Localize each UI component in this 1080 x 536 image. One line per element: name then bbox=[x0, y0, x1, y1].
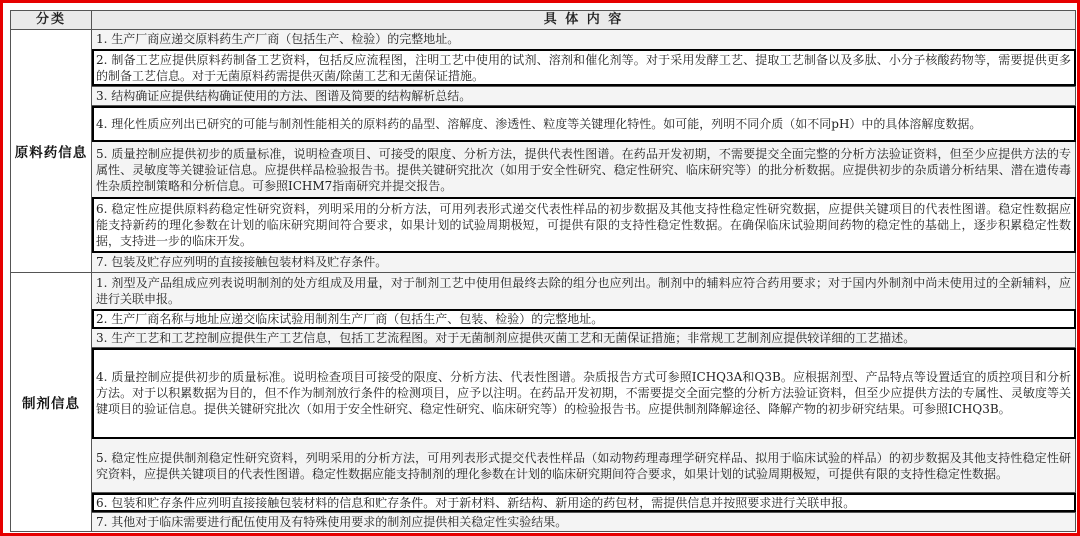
table-row bbox=[11, 142, 1076, 197]
formulation-item-5: 5. 稳定性应提供制剂稳定性研究资料，列明采用的分析方法，可用列表形式提交代表性样品（如动物药理毒理学研究样品、拟用于临床试验的样品）的初步数据及其他支持性稳定性研究资料，应提供关键项目的代表性图谱。稳定性数据应能支持制剂的理化参数在计划的临床研究期间符合要求，如果计划的试验周期极短，可提供有限的支持性稳定性数据。 bbox=[92, 439, 1076, 493]
formulation-item-6: 6. 包装和贮存条件应列明直接接触包装材料的信息和贮存条件。对于新材料、新结构、新用途的药包材，需提供信息并按照要求进行关联申报。 bbox=[92, 493, 1076, 512]
table-header-row bbox=[11, 11, 1076, 30]
table-row bbox=[11, 272, 1076, 309]
table-row bbox=[11, 309, 1076, 328]
table-row bbox=[11, 197, 1076, 252]
header-content: 具 体 内 容 bbox=[92, 11, 1076, 30]
table-row bbox=[11, 106, 1076, 142]
formulation-item-4: 4. 质量控制应提供初步的质量标准。说明检查项目可接受的限度、分析方法、代表性图谱。杂质报告方式可参照ICHQ3A和Q3B。应根据剂型、产品特点等设置适宜的质控项目和分析方法。对于以积累数据为目的，但不作为制剂放行条件的检测项目，应予以注明。在药品开发初期，不需要提交全面完整的分析方法验证资料，但至少应提供方法的专属性、灵敏度等关键项目的验证信息。提供关键研究批次（如用于安全性研究、稳定性研究、临床研究等）的检验报告书。应提供制剂降解途径、降解产物的初步研究结果。可参照ICHQ3B。 bbox=[92, 348, 1076, 439]
api-item-1: 1. 生产厂商应递交原料药生产厂商（包括生产、检验）的完整地址。 bbox=[92, 30, 1076, 49]
api-item-6: 6. 稳定性应提供原料药稳定性研究资料，列明采用的分析方法，可用列表形式递交代表性样品的初步数据及其他支持性稳定性研究数据，应提供关键项目的代表性图谱。稳定性数据应能支持新药的理化参数在计划的临床研究期间符合要求，如果计划的试验周期极短，可提供有限的支持性稳定性数据。在确保临床试验期间药物的稳定性的基础上，逐步积累稳定性数据，支持进一步的临床开发。 bbox=[92, 197, 1076, 252]
formulation-item-2: 2. 生产厂商名称与地址应递交临床试验用制剂生产厂商（包括生产、包装、检验）的完整地址。 bbox=[92, 309, 1076, 328]
table-row bbox=[11, 253, 1076, 272]
table-row bbox=[11, 439, 1076, 493]
formulation-item-7: 7. 其他对于临床需要进行配伍使用及有特殊使用要求的制剂应提供相关稳定性实验结果。 bbox=[92, 512, 1076, 531]
table-row bbox=[11, 49, 1076, 86]
requirements-table bbox=[10, 10, 1076, 532]
formulation-item-3: 3. 生产工艺和工艺控制应提供生产工艺信息，包括工艺流程图。对于无菌制剂应提供灭菌工艺和无菌保证措施；非常规工艺制剂应提供较详细的工艺描述。 bbox=[92, 329, 1076, 348]
table-row bbox=[11, 493, 1076, 512]
api-item-3: 3. 结构确证应提供结构确证使用的方法、图谱及简要的结构解析总结。 bbox=[92, 86, 1076, 105]
table-row bbox=[11, 348, 1076, 439]
section-formulation-label: 制剂信息 bbox=[11, 272, 92, 531]
formulation-item-1: 1. 剂型及产品组成应列表说明制剂的处方组成及用量，对于制剂工艺中使用但最终去除的组分也应列出。制剂中的辅料应符合药用要求；对于国内外制剂中尚未使用过的全新辅料，应进行关联申报。 bbox=[92, 272, 1076, 309]
api-item-2: 2. 制备工艺应提供原料药制备工艺资料，包括反应流程图，注明工艺中使用的试剂、溶剂和催化剂等。对于采用发酵工艺、提取工艺制备以及多肽、小分子核酸药物等，需要提供更多的制备工艺信息。对于无菌原料药需提供灭菌/除菌工艺和无菌保证措施。 bbox=[92, 49, 1076, 86]
api-item-7: 7. 包装及贮存应列明的直接接触包装材料及贮存条件。 bbox=[92, 253, 1076, 272]
table-row bbox=[11, 512, 1076, 531]
api-item-4: 4. 理化性质应列出已研究的可能与制剂性能相关的原料药的晶型、溶解度、渗透性、粒度等关键理化特性。如可能，列明不同介质（如不同pH）中的具体溶解度数据。 bbox=[92, 106, 1076, 142]
table-row bbox=[11, 329, 1076, 348]
api-item-5: 5. 质量控制应提供初步的质量标准，说明检查项目、可接受的限度、分析方法，提供代表性图谱。在药品开发初期，不需要提交全面完整的分析方法验证资料，但至少应提供方法的专属性、灵敏度等关键验证信息。应提供样品检验报告书。提供关键研究批次（如用于安全性研究、稳定性研究、临床研究等）的批分析数据。应提供初步的杂质谱分析结果、潜在遗传毒性杂质控制策略和分析信息。可参照ICHM7指南研究并提交报告。 bbox=[92, 142, 1076, 197]
section-api-label: 原料药信息 bbox=[11, 30, 92, 272]
table-row bbox=[11, 30, 1076, 49]
table-row bbox=[11, 86, 1076, 105]
header-category: 分类 bbox=[11, 11, 92, 30]
